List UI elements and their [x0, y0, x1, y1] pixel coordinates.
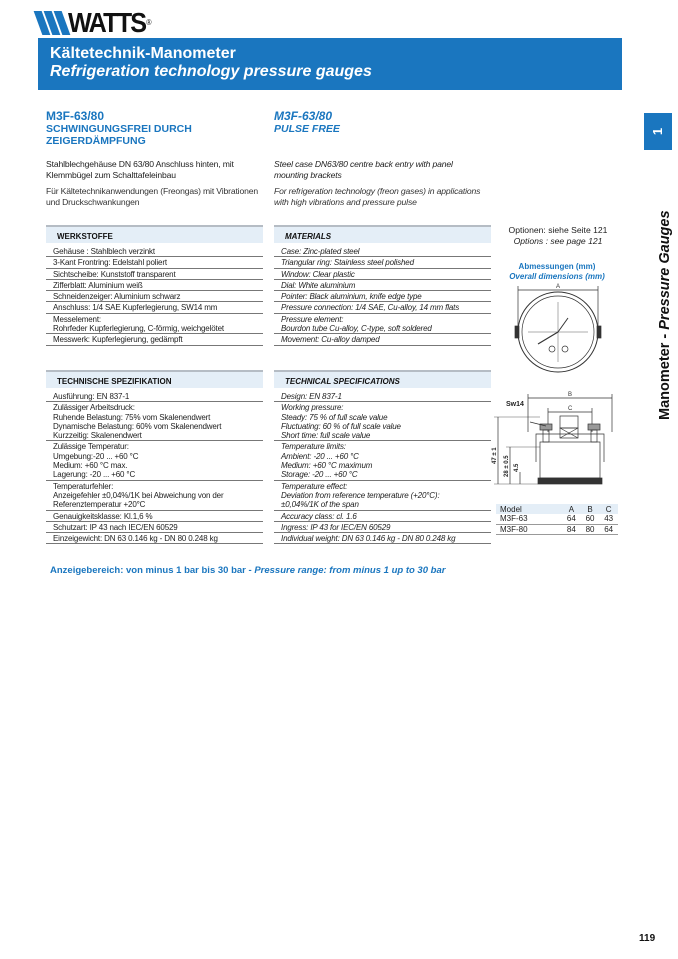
table-row: Anschluss: 1/4 SAE Kupferlegierung, SW14 mm — [46, 302, 263, 313]
dim-label-28: 28 ± 0.5 — [504, 455, 510, 477]
table-row: Messelement: Rohrfeder Kupferlegierung, C-förmig, weichgelötet — [46, 314, 263, 335]
table-row: Accuracy class: cl. 1.6 — [274, 511, 491, 522]
specs-table-en — [274, 370, 491, 544]
table-header: TECHNISCHE SPEZIFIKATION — [46, 370, 263, 388]
col-a: A — [562, 504, 581, 514]
table-row: Temperaturfehler: Anzeigefehler ±0,04%/1K bei Abweichung von der Referenztemperatur +20°C — [46, 481, 263, 511]
dimensions-en: Overall dimensions (mm) — [509, 271, 605, 281]
title-en: Refrigeration technology pressure gauges — [50, 63, 372, 80]
registered-mark: ® — [146, 18, 150, 27]
specs-table-de — [46, 370, 263, 544]
table-row: Movement: Cu-alloy damped — [274, 334, 491, 345]
desc-en-2: For refrigeration technology (freon gases) in applications with high vibrations and pressure pulse — [274, 186, 481, 207]
range-en: Pressure range: from minus 1 up to 30 bar — [254, 565, 446, 576]
table-row: Ingress: IP 43 for IEC/EN 60529 — [274, 522, 491, 533]
table-header: MATERIALS — [274, 225, 491, 243]
cell: 80 — [581, 524, 600, 534]
desc-de-1: Stahlblechgehäuse DN 63/80 Anschluss hinten, mit Klemmbügel zum Schalttafeleinbau — [46, 159, 234, 180]
cell: 43 — [599, 514, 618, 524]
side-title-de: Manometer - — [657, 329, 673, 420]
desc-en-1: Steel case DN63/80 centre back entry with panel mounting brackets — [274, 159, 453, 180]
table-row: Zulässiger Arbeitsdruck: Ruhende Belastung: 75% vom Skalenendwert Dynamische Belastung: 60% vom Skalenendwert Kurzzeitig: Skalenendwert — [46, 402, 263, 441]
table-row: Zifferblatt: Aluminium weiß — [46, 280, 263, 291]
options-en: Options : see page 121 — [513, 236, 603, 246]
table-row: Messwerk: Kupferlegierung, gedämpft — [46, 334, 263, 345]
table-row: Schneidenzeiger: Aluminium schwarz — [46, 291, 263, 302]
dimensions-de: Abmessungen (mm) — [518, 262, 596, 271]
title-banner — [38, 38, 622, 90]
table-row: Genauigkeitsklasse: Kl.1,6 % — [46, 511, 263, 522]
subtitle-de: SCHWINGUNGSFREI DURCH ZEIGERDÄMPFUNG — [46, 123, 192, 147]
table-row: Gehäuse : Stahlblech verzinkt — [46, 246, 263, 257]
col-model: Model — [496, 504, 562, 514]
table-header-row — [496, 504, 618, 514]
gauge-dimension-drawing — [490, 282, 624, 504]
options-note — [496, 225, 620, 247]
materials-table-de — [46, 225, 263, 346]
cell: M3F-63 — [496, 514, 562, 524]
title-de: Kältetechnik-Manometer — [50, 45, 236, 62]
logo-text: WATTS — [68, 7, 146, 38]
table-row: 3-Kant Frontring: Edelstahl poliert — [46, 257, 263, 268]
cell: 84 — [562, 524, 581, 534]
cell: 64 — [562, 514, 581, 524]
left-column-intro — [46, 110, 263, 208]
subtitle-en: PULSE FREE — [274, 123, 340, 135]
table-row: Working pressure: Steady: 75 % of full scale value Fluctuating: 60 % of full scale value Short time: full scale value — [274, 402, 491, 441]
right-column-intro — [274, 110, 491, 208]
chapter-number: 1 — [650, 127, 666, 136]
page-number: 119 — [639, 933, 656, 944]
table-row: Sichtscheibe: Kunststoff transparent — [46, 269, 263, 280]
dim-label-47: 47 ± 1 — [492, 447, 498, 464]
materials-table-en — [274, 225, 491, 346]
chapter-tab — [644, 113, 672, 150]
model-de: M3F-63/80 — [46, 109, 105, 123]
table-row: Einzeigewicht: DN 63 0.146 kg - DN 80 0.248 kg — [46, 533, 263, 544]
col-b: B — [581, 504, 600, 514]
table-row: Pointer: Black aluminium, knife edge type — [274, 291, 491, 302]
table-row: Case: Zinc-plated steel — [274, 246, 491, 257]
dim-label-a: A — [556, 284, 561, 290]
dim-label-4-5: 4.5 — [514, 463, 520, 472]
table-row: Zulässige Temperatur: Umgebung:-20 ... +60 °C Medium: +60 °C max. Lagerung: -20 ... +60 °C — [46, 441, 263, 480]
table-row: Schutzart: IP 43 nach IEC/EN 60529 — [46, 522, 263, 533]
pressure-range — [50, 565, 445, 576]
options-de: Optionen: siehe Seite 121 — [508, 225, 608, 235]
model-en: M3F-63/80 — [274, 109, 333, 123]
table-row: Temperature effect: Deviation from reference temperature (+20°C): ±0,04%/1K of the span — [274, 481, 491, 511]
table-row: Design: EN 837-1 — [274, 391, 491, 402]
table-row — [496, 524, 618, 534]
dim-label-sw14: Sw14 — [506, 401, 524, 408]
side-chapter-title — [657, 210, 673, 420]
dim-label-b: B — [568, 392, 573, 398]
cell: 60 — [581, 514, 600, 524]
table-header: WERKSTOFFE — [46, 225, 263, 243]
range-de: Anzeigebereich: von minus 1 bar bis 30 bar - — [50, 565, 255, 576]
table-row: Ausführung: EN 837-1 — [46, 391, 263, 402]
col-c: C — [599, 504, 618, 514]
cell: 64 — [599, 524, 618, 534]
table-row: Window: Clear plastic — [274, 269, 491, 280]
cell: M3F-80 — [496, 524, 562, 534]
dimensions-title — [490, 262, 624, 281]
table-row: Pressure element: Bourdon tube Cu-alloy, C-type, soft soldered — [274, 314, 491, 335]
table-row: Individual weight: DN 63 0.146 kg - DN 80 0.248 kg — [274, 533, 491, 544]
table-row — [496, 514, 618, 524]
dim-label-c: C — [568, 406, 573, 412]
table-header: TECHNICAL SPECIFICATIONS — [274, 370, 491, 388]
table-row: Temperature limits: Ambient: -20 ... +60 °C Medium: +60 °C maximum Storage: -20 ... +60 °C — [274, 441, 491, 480]
table-row: Pressure connection: 1/4 SAE, Cu-alloy, 14 mm flats — [274, 302, 491, 313]
desc-de-2: Für Kältetechnikanwendungen (Freongas) mit Vibrationen und Druckschwankungen — [46, 186, 258, 207]
side-title-en: Pressure Gauges — [657, 210, 673, 330]
dimensions-table — [496, 504, 618, 535]
watts-logo — [38, 9, 159, 37]
table-row: Triangular ring: Stainless steel polished — [274, 257, 491, 268]
front-view — [515, 286, 601, 372]
table-row: Dial: White aluminium — [274, 280, 491, 291]
